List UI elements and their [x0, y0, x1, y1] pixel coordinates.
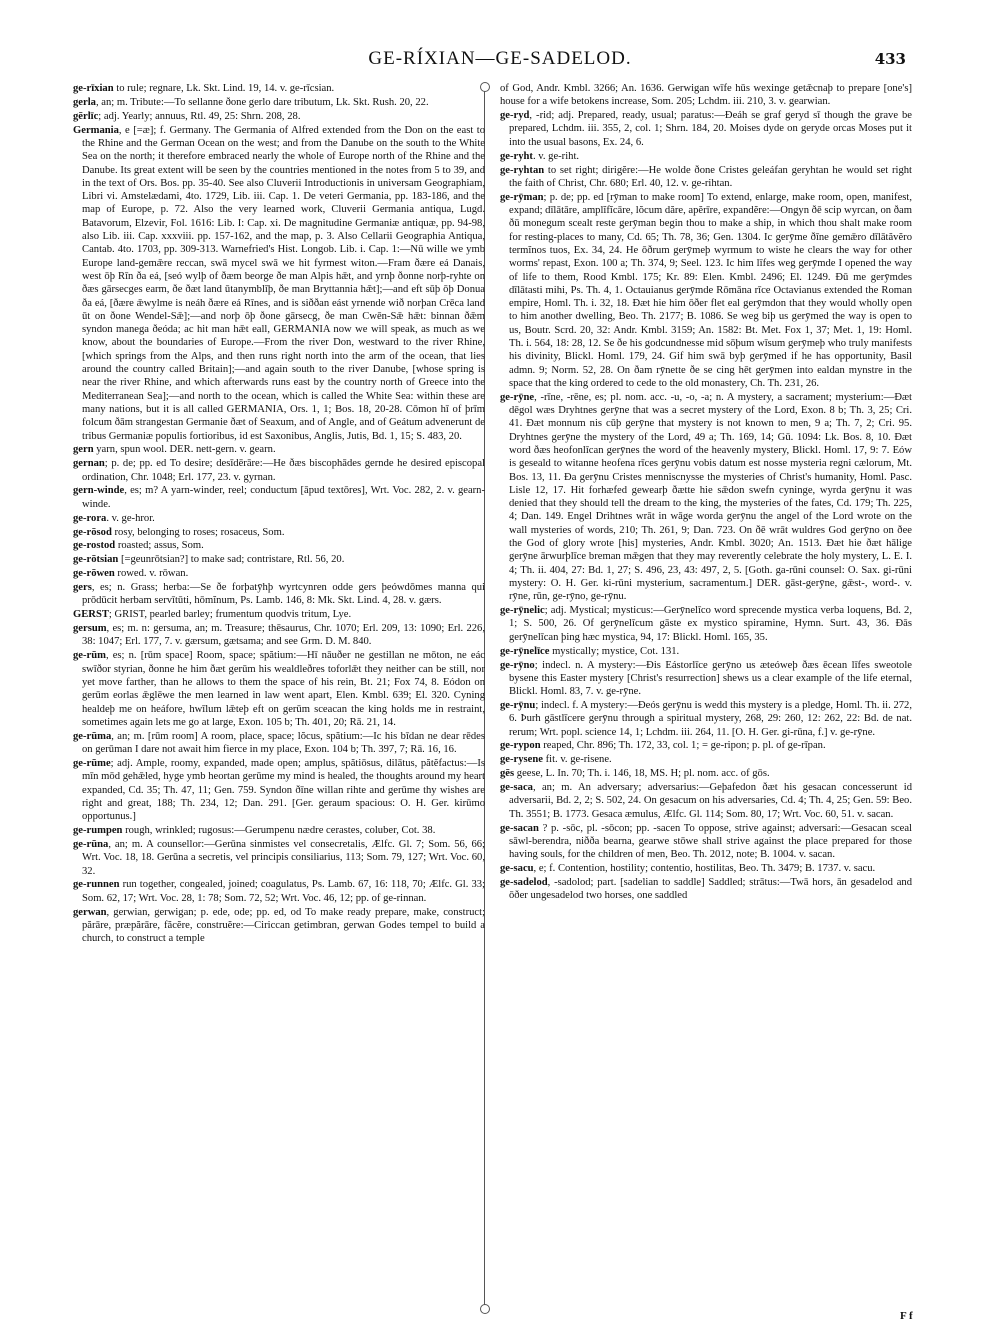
entry-headword: ge-rysene — [500, 754, 543, 766]
entry-headword: ge-ryd — [500, 110, 530, 122]
entry-headword: GERST — [73, 609, 109, 621]
entry-definition: , e [=æ]; f. Germany. The Germania of Alfred extended from the Don on the east to the Rhine and the German Ocean on the west; and from the Danube on the south to the White Sea on the north; it therefore embraced nearly the whole of Europe north of the Rhine and the Danube. Its great extent will be seen by the countries mentioned in the notes from 5 to 39, and in the text of Ors. Bos. pp. 35-40. See also Cluverii Introductionis in universam Geographiam, Libri vi. Amstelædami, 4to. 1729, Lib. iii. Cap. 1. De veteri Germania, pp. 183-186, and the map of Europe, p. 72. Also the very learned work, Cluverii Germania antiqua, Lugd. Batavorum, Elzevir, Fol. 1616: Lib. I: Cap. xi. De magnitudine Germaniæ antiquæ, pp. 94-98, also Lib. iii. Cap. xxxviii. pp. 157-162, and the map, p. 3. Also Cellarii Geographia Antiqua, Cantab. 4to. 1703, pp. 309-313. Warnefried's Hist. Longob. Lib. i. Cap. 1:—Nū wille we ymb Europe land-gemǣre reccan, swā mycel swā we hit fyrmest witon.—Fram ðære eá Danais, west ōþ Rīn ða eá, [seó wylþ of ðæm beorge ðe man Alpis hǣt, and yrnþ ðonne norþ-ryhte on ðæs gārsecges earm, ðe ðæt land ūtanymblīþ, ðe man Bryttannia hǣt];—and eft sūþ ōþ Donua ða eá, [ðære ǣwylme is neáh ðære eá Rīnes, and is siððan eást yrnende wið norþan Crēca land ūt on ðone Wendel-Sǣ];—and norþ ōþ ðone gārsecg, ðe man Cwēn-Sǣ hǣt: binnan ðǣm syndon manega ðeóda; ac hit man hǣt eall, GERMANIA now we will speak, as much as we know, about the boundaries of Europe.—From the river Don, westward to the river Rhine, [which springs from the Alps, and then runs right north into the arm of the ocean, that lies around the country called Britain];—and again south to the river Danube, [whose spring is near the river Rhine, and which afterwards runs east by the country north of Greece into the Mediterranean Sea];—and north to the ocean, which is called the White Sea: within these are many nations, but it is all called GERMANIA, Ors. 1, 1; Bos. 18, 20-28. Cōmon hī of þrīm folcum ðām strangestan Germanie ðæt of Seaxum, and of Angle, and of Geátum advenerunt de tribus Germaniæ populis fortioribus, id est Saxonibus, Anglis, Jutis, Bd. 1, 15; S. 483, 20. — [82, 124, 485, 442]
entry-definition: ; p. de; pp. ed [rȳman to make room] To extend, enlarge, make room, open, manifest, expand; dīlātāre, amplĭfĭcāre, lŏcum dăre, apĕrīre, expandĕre:—Ongyn ðē scip wyrcan, on ðam ðū monegum scealt reste gerȳman begin thou to make a ship, in which thou shalt make room for resting-places to many, Cd. 65; Th. 78, 36; Gen. 1304. Ic gerȳme ðīne gemǣro dīlātăvĕro termĭnos tuos, Ex. 34, 24. He ōðrum gerȳmeþ wyrmum to wiste he clears the way for other worms' repast, Exon. 100 a; Th. 374, 9; Seel. 123. Ic him līfes weg gerȳmde I opened the way of life to them, Rood Kmbl. 175; Kr. 89: Elen. Kmbl. 2496; El. 1249. Ðū me gerȳmdes dīlātasti mihi, Ps. Th. 4, 1. Octauianus gerȳmde Rōmāna rīce Octavianus extended the Roman empire, Homl. Th. i. 32, 18. Ðæt hie him ōðer flet eal gerȳmdon that they would wholly open to him another dwelling, Beo. Th. 2177; B. 1086. Se weg biþ us gerȳmed the way is open to us, Boutr. Scrd. 20, 32: Andr. Kmbl. 3159; An. 1582: Bt. Met. Fox 1, 37; Met. 1, 19: Homl. Th. i. 564, 18: 28, 12. Se ðe his godcundnesse mid sōþum wīsum gerȳmeþ who truly manifests his divinity, Blickl. Homl. 179, 24. Gif him swā byþ gerȳmed if he has opportunity, Basil admn. 9; Norm. 52, 28. On ðam rȳnette ðe se cing hēt gerȳmen into ealdan mynstre in the space that the king ordered to cede to the old monastery, Ch. Th. 231, 26. — [509, 191, 912, 389]
dictionary-entry — [500, 659, 912, 699]
entry-definition: reaped, Chr. 896; Th. 172, 33, col. 1; = ge-ripon; p. pl. of ge-rīpan. — [540, 740, 826, 752]
entry-definition: to set right; dirigĕre:—He wolde ðone Cristes geleáfan geryhtan he would set right the faith of Christ, Chr. 680; Erl. 40, 12. v. ge-rihtan. — [509, 164, 912, 189]
dictionary-entry — [73, 110, 485, 123]
dictionary-entry — [73, 649, 485, 729]
entry-headword: ge-rȳno — [500, 659, 535, 671]
entry-definition: fit. v. ge-risene. — [542, 754, 612, 766]
entry-headword: gersum — [73, 623, 107, 635]
entry-headword: ge-ryhtan — [500, 164, 545, 176]
entry-definition: , es; m. n: gersuma, an; m. Treasure; thēsaurus, Chr. 1070; Erl. 209, 13: 1090; Erl. 226, 38: 1047; Erl. 177, 7. v. gærsum, gætsama; and see Grm. D. M. 840. — [82, 623, 485, 648]
entry-headword: ge-rōtsian — [73, 554, 119, 566]
entry-headword: gēs — [500, 768, 515, 780]
dictionary-entry — [500, 876, 912, 903]
entry-definition: ; adj. Ample, roomy, expanded, made open; amplus, spătiōsus, dilātus, pătĕfactus:—Is mīn mōd gehǣled, hyge ymb heortan gerūme my mind is healed, the thoughts around my heart expanded, Cd. 35; Th. 47, 11; Gen. 759. Syndon ðīne willan rihte and gerūme thy wishes are right and great, 188; Th. 234, 12; Dan. 291. [Ger. geraum spacious: O. H. Ger. kirūmo opportunus.] — [82, 757, 485, 823]
entry-headword: ge-rōsod — [73, 526, 112, 538]
entry-definition: rosy, belonging to roses; rosaceus, Som. — [111, 526, 285, 538]
entry-definition: ? p. -sōc, pl. -sōcon; pp. -sacen To oppose, strive against; adversari:—Gesacan sceal sāwl-berendra, niðða bearna, gearwe stōwe shall strive against the place prepared for those having souls, for the children of men, Beo. Th. 2012, note; B. 1004. v. sacan. — [509, 822, 912, 861]
entry-headword: ge-rȳnelic — [500, 605, 545, 617]
dictionary-entry — [73, 622, 485, 649]
entry-headword: ge-rumpen — [73, 825, 123, 837]
dictionary-entry — [73, 553, 485, 566]
entry-headword: ge-rūm — [73, 650, 106, 662]
dictionary-entry — [73, 124, 485, 443]
entry-definition: run together, congealed, joined; coagulatus, Ps. Lamb. 67, 16: 118, 70; Ælfc. Gl. 33; Som. 62, 17; Wrt. Voc. 28, 1: 78; Som. 72, 52; Wrt. Voc. 46, 12; pp. of ge-rinnan. — [82, 879, 485, 904]
dictionary-entry — [500, 753, 912, 766]
entry-definition: , gerwian, gerwigan; p. ede, ode; pp. ed, od To make ready prepare, make, construct; părāre, præpărāre, făcĕre, construĕre:—Ciriccan getimbran, gerwan Godes tempel to build a church, to construct a temple — [82, 906, 485, 945]
dictionary-entry — [500, 699, 912, 739]
dictionary-entry — [73, 539, 485, 552]
entry-headword: ge-rypon — [500, 740, 541, 752]
dictionary-entry — [73, 512, 485, 525]
entry-definition: , an; m. Tribute:—To sellanne ðone gerlo dare tributum, Lk. Skt. Rush. 20, 22. — [95, 96, 429, 108]
entry-headword: ge-rōwen — [73, 568, 115, 580]
dictionary-entry — [500, 604, 912, 644]
entry-headword: ge-rȳne — [500, 391, 535, 403]
entry-definition: yarn, spun wool. DER. nett-gern. v. gearn. — [93, 444, 276, 456]
dictionary-entry — [73, 730, 485, 757]
dictionary-entry — [73, 824, 485, 837]
entry-definition: . v. ge-riht. — [532, 150, 580, 162]
entry-definition: ; indecl. f. A mystery:—Ðeós gerȳnu is wedd this mystery is a pledge, Homl. Th. ii. 272, 6. Þurh gāstlīcere gerȳnu through a spiritual mystery, 268, 29: 260, 12: 262, 22: Bd. de nat. rerum; Wrt. popl. science 14, 1; Lchdm. iii. 264, 11. [O. H. Ger. gi-rūna, f.] v. ge-rȳne. — [509, 700, 912, 738]
entry-headword: gērlīc — [73, 110, 99, 122]
entry-headword: ge-ryht — [500, 150, 533, 162]
entry-headword: ge-rīxian — [73, 83, 114, 94]
dictionary-entry — [500, 82, 912, 109]
printer-signature: F f — [900, 1310, 913, 1322]
entry-definition: ; indecl. n. A mystery:—Ðis Eástorlīce gerȳno us æteóweþ ðæs ēcean līfes sweotole bysene this Easter mystery [Christ's resurrection] shews us a clear example of the life eternal, Blickl. Homl. 83, 7. v. ge-rȳne. — [509, 659, 912, 698]
left-column — [73, 82, 485, 946]
entry-definition: , -sadolod; part. [sadelian to saddle] Saddled; strātus:—Twā hors, ān gesadelod and ōðer ungesadelod two horses, one saddled — [509, 877, 912, 902]
entry-definition: , es; n. [rūm space] Room, space; spătium:—Hī nāuðer ne gestillan ne mōton, ne eác swīðor styrian, ðonne he him ðæt gerūm his wealdleðres toforlǣt they neither can be still, nor yet move farther, than he allows to them the space of his rein, Bt. 21; Fox 74, 8. Eódon on gerūm eorlas ǣglēwe the men learned in law went apart, Elen. Kmbl. 639; El. 320. Cyning healdeþ me on heáfore, hwīlum lǣteþ eft on gerūm sceacan the king holds me in restraint, sometimes again lets me go at large, Exon. 105 b; Th. 401, 20; Rā. 21, 14. — [82, 650, 485, 728]
dictionary-entry — [73, 526, 485, 539]
entry-definition: ; p. de; pp. ed To desire; desīdērāre:—He ðæs biscophādes gernde he desired episcopal ordination, Chr. 1048; Erl. 177, 23. v. gyrnan. — [82, 458, 485, 483]
entry-definition: rough, wrinkled; rugosus:—Gerumpenu nædre cerastes, coluber, Cot. 38. — [122, 825, 436, 837]
entry-headword: ge-rȳman — [500, 191, 544, 203]
entry-headword: ge-rostod — [73, 540, 116, 552]
entry-headword: ge-rora — [73, 512, 107, 524]
dictionary-entry — [500, 191, 912, 390]
dictionary-entry — [73, 443, 485, 456]
entry-definition: [=geunrōtsian?] to make sad; contristare, Rtl. 56, 20. — [118, 554, 345, 566]
entry-definition: of God, Andr. Kmbl. 3266; An. 1636. Gerwigan wīfe hūs wexinge getǣcnaþ to prepare [one's] house for a wife betokens increase, Som. 205; Lchdm. iii. 210, 3. v. gearwian. — [500, 83, 912, 108]
entry-headword: ge-sacu — [500, 863, 534, 875]
dictionary-entry — [500, 781, 912, 821]
entry-headword: ge-sadelod — [500, 877, 548, 889]
entry-headword: ge-sacan — [500, 822, 539, 834]
entry-definition: . v. ge-hror. — [106, 512, 155, 524]
dictionary-entry — [73, 608, 485, 621]
entry-definition: ; GRIST, pearled barley; frumentum quodvis tritum, Lye. — [108, 609, 352, 621]
dictionary-entry — [500, 822, 912, 862]
running-title: GE-RÍXIAN—GE-SADELOD. — [368, 48, 632, 69]
entry-headword: Germania — [73, 124, 119, 136]
entry-headword: gernan — [73, 458, 105, 470]
entry-definition: rowed. v. rōwan. — [114, 568, 189, 580]
entry-definition: , an; m. [rūm room] A room, place, space; lŏcus, spătium:—Ic his bīdan ne dear rēdes on gerūman I dare not await him fierce in my place, Exon. 104 b; Th. 397, 7; Rā. 16, 16. — [82, 730, 485, 756]
entry-definition: , e; f. Contention, hostility; contentio, hostilitas, Beo. Th. 3479; B. 1737. v. sacu. — [533, 863, 876, 875]
entry-headword: ge-rūma — [73, 730, 112, 742]
page-number: 433 — [874, 50, 906, 68]
dictionary-entry — [73, 567, 485, 580]
dictionary-entry — [500, 739, 912, 752]
dictionary-entry — [500, 767, 912, 780]
entry-definition: , -rid; adj. Prepared, ready, usual; paratus:—Ðeáh se graf geryd sī though the grave be prepared, Lchdm. iii. 355, 2, col. 1; Shrn. 184, 20. Moises dyde on geryde orcas Moses put it into the usual basons, Ex. 24, 6. — [509, 110, 912, 148]
entry-definition: , an; m. An adversary; adversarius:—Geþafedon ðæt his gesacan concesserunt id adversarii, Bd. 2, 2; S. 502, 24. On gesacum on his adversaries, Cd. 4; Th. 4, 25; Gen. 59: Beo. Th. 3551; B. 1773. Gesaca æmulus, Ælfc. Gl. 114; Som. 80, 17; Wrt. Voc. 60, 51. v. sacan. — [509, 782, 912, 820]
dictionary-entry — [500, 150, 912, 163]
entry-headword: ge-saca — [500, 782, 533, 794]
dictionary-entry — [73, 96, 485, 109]
dictionary-entry — [73, 906, 485, 946]
dictionary-entry — [500, 862, 912, 875]
dictionary-entry — [73, 581, 485, 608]
entry-headword: gerla — [73, 96, 96, 108]
page-header — [0, 48, 1000, 72]
entry-headword: gers — [73, 582, 92, 594]
entry-definition: roasted; assus, Som. — [115, 540, 204, 552]
entry-definition: , es; n. Grass; herba:—Se ðe forþatȳhþ wyrtcynren odde gers þeówdōmes manna qui prōdūcit herbam servītūti, hōmĭnum, Ps. Lamb. 146, 8: Mk. Skt. Lind. 4, 28. v. gærs. — [82, 582, 485, 607]
entry-headword: ge-rūna — [73, 838, 109, 850]
entry-headword: ge-rȳnu — [500, 700, 536, 711]
entry-definition: , es; m? A yarn-winder, reel; conductum [āpud textōres], Wrt. Voc. 282, 2. v. gearn-winde. — [82, 485, 485, 510]
entry-definition: geese, L. In. 70; Th. i. 146, 18, MS. H; pl. nom. acc. of gōs. — [514, 768, 770, 780]
right-column — [500, 82, 912, 903]
entry-headword: gerwan — [73, 906, 107, 918]
column-divider-bottom-ornament — [480, 1304, 490, 1314]
dictionary-entry — [500, 109, 912, 149]
dictionary-entry — [500, 645, 912, 658]
entry-headword: ge-rȳnelīce — [500, 645, 550, 657]
dictionary-entry — [73, 838, 485, 878]
dictionary-entry — [73, 878, 485, 905]
dictionary-entry — [500, 164, 912, 191]
entry-headword: ge-runnen — [73, 879, 120, 891]
dictionary-entry — [73, 82, 485, 95]
entry-headword: ge-rūme — [73, 757, 111, 769]
dictionary-entry — [73, 457, 485, 484]
dictionary-entry — [73, 484, 485, 511]
entry-definition: to rule; regnare, Lk. Skt. Lind. 19, 14. v. ge-rīcsian. — [113, 83, 335, 94]
entry-headword: gern-winde — [73, 485, 125, 497]
entry-definition: ; adj. Yearly; annuus, Rtl. 49, 25: Shrn. 208, 28. — [98, 110, 301, 122]
entry-definition: , an; m. A counsellor:—Gerūna sinmistes vel consecretalis, Ælfc. Gl. 7; Som. 56, 66; Wrt. Voc. 18, 18. Gerūna a secretis, vel principis consiliarius, 113; Som. 79, 127; Wrt. Voc. 60, 32. — [82, 838, 485, 877]
dictionary-entry — [73, 757, 485, 823]
entry-definition: , -rīne, -rēne, es; pl. nom. acc. -u, -o, -a; n. A mystery, a sacrament; mysterium:—Ðæt dēgol wæs Dryhtnes gerȳne that was a secret mystery of the Lord, Exon. 8 b; Th. 3, 25; Cri. 41. Ðæt monnum nis cūþ gerȳne that mystery is not known to men, 9 a; Th. 7, 2; Cri. 95. Dryhtnes gerȳne the mystery of the Lord, 49 a; Th. 169, 14; Gū. 1094: Lk. Bos. 8, 10. Ðæt word ðæs heofonlīcan gerȳnes the word of the heavenly mystery, Blickl. Homl. 17, 9: 7. Eów is geseald to witanne heofena rīces gerȳnu vobis datum est nosse mysteria regni cælorum, Mt. Bos. 13, 11. Ða gerȳnu Cristes menniscnysse the mysteries of Christ's humanity, Homl. Pasc. Lisle 12, 17. Hit forhæfed gewearþ ðætte hie sǣdon swefn cyninge, wyrda gerȳnu it was denied that they should tell the dream to the king, the mysteries of the fates, Cd. 179; Th. 225, 4; Dan. 149. Engel Drihtnes wrāt in wāge worda gerȳnu the angel of the Lord wrote on the wall mysteries of words, 210; Th. 261, 9; Dan. 723. On ðē wrāt wuldres God gerȳno on ðee the God of glory wrote [his] mysteries, Andr. Kmbl. 3020; An. 1513. Ðæt hie ðæt hālige gerȳne ārwurþlīce breman mǣgen that they may reverently celebrate the holy mystery, L. E. I. 4; Th. ii. 404, 27: Bd. 1, 27; S. 496, 23, 43: 497, 2, 5. [Goth. ga-rūni counsel: O. Sax. gi-rūni mystery: O. H. Ger. ki-rūni mysterium, sacramentum.] DER. gāst-gerȳne, gǣst-, word-. v. rȳne, rūn, ge-rȳno, ge-rȳnu. — [509, 391, 912, 603]
entry-headword: gern — [73, 444, 94, 456]
entry-definition: mystically; mystice, Cot. 131. — [549, 645, 680, 657]
entry-definition: ; adj. Mystical; mysticus:—Gerȳnelīco word sprecende mystica verba loquens, Bd. 2, 1; S. 500, 26. Of gerȳnelīcum gāste ex mystico spiramine, Hymn. Surt. 43, 36. Ðās gerȳnelīcan þing hæc mystica, 94, 17: Blickl. Homl. 165, 35. — [509, 605, 912, 643]
dictionary-entry — [500, 391, 912, 604]
